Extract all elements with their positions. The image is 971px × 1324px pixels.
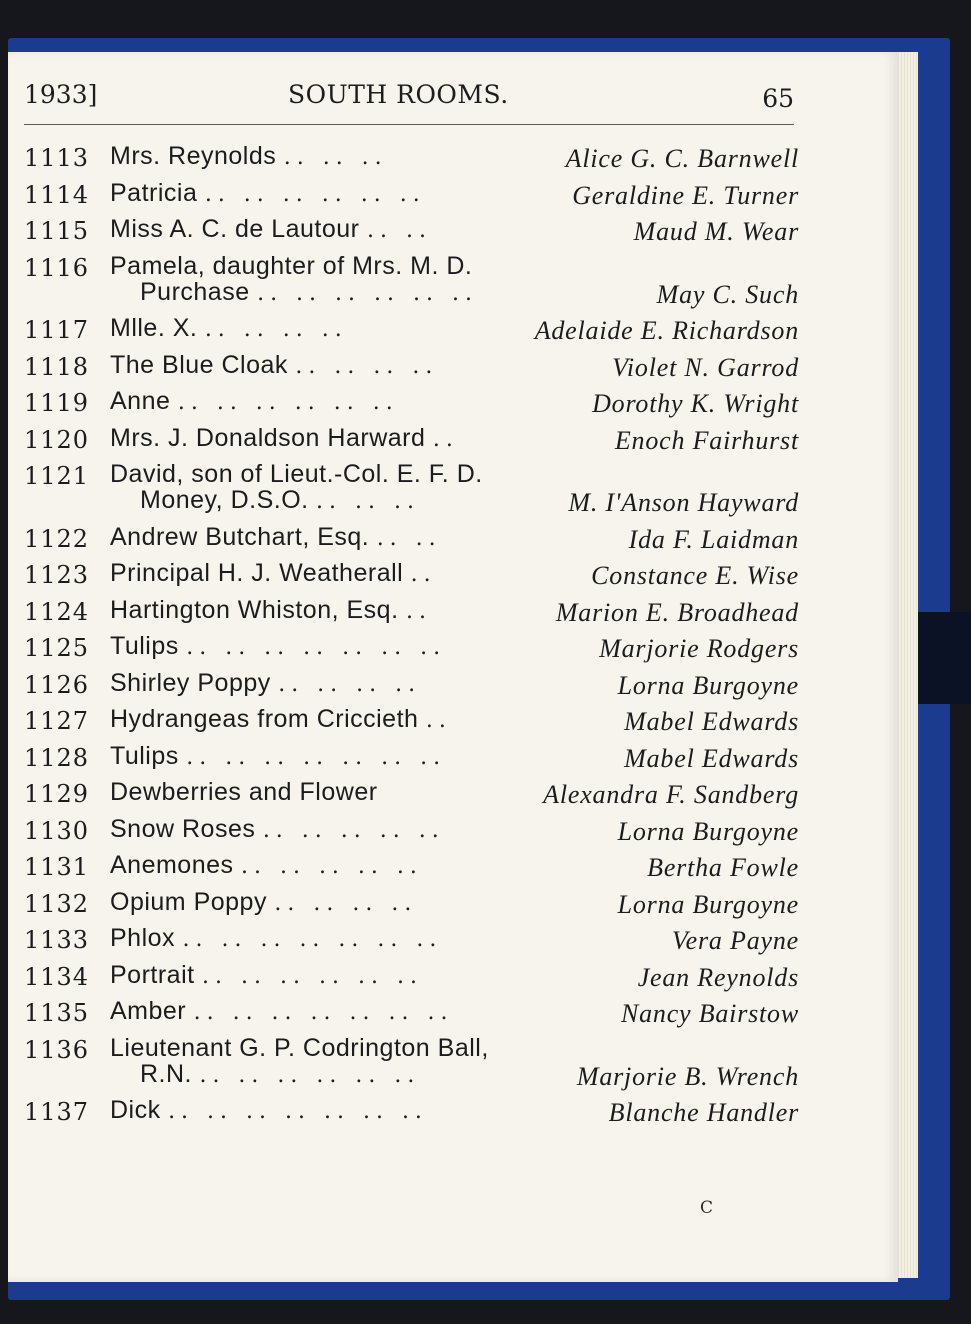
catalogue-entry: [14, 460, 799, 523]
catalogue-entry: [14, 742, 799, 779]
bookmark-ribbon: [918, 612, 971, 704]
leader-dots: .. .. .. .. ..: [240, 854, 423, 879]
catalogue-entry: [14, 523, 799, 560]
entry-number: 1127: [24, 707, 90, 735]
entry-artist: M. I'Anson Hayward: [568, 488, 799, 517]
entry-title-text: Hydrangeas from Criccieth: [110, 705, 419, 733]
leader-dots: ..: [410, 562, 437, 587]
entry-title-text: Dewberries and Flower: [110, 778, 378, 806]
entry-title: [110, 997, 453, 1026]
entry-title: [110, 632, 446, 661]
entry-artist: Marion E. Broadhead: [555, 597, 799, 627]
entry-title-text: Miss A. C. de Lautour: [110, 215, 360, 243]
leader-dots: .. ..: [376, 525, 442, 551]
entry-artist: Alice G. C. Barnwell: [565, 144, 799, 173]
entry-number: 1126: [24, 670, 90, 699]
entry-number: 1134: [24, 962, 90, 991]
entry-title-text: The Blue Cloak: [110, 350, 288, 379]
catalogue-entry: [14, 424, 799, 461]
entry-artist: Marjorie Rodgers: [599, 634, 799, 663]
entry-title: [110, 778, 378, 807]
entry-title: [110, 961, 423, 990]
entry-number: 1125: [24, 634, 90, 662]
entry-title: [110, 142, 388, 171]
entry-artist: Alexandra F. Sandberg: [543, 780, 799, 809]
leader-dots: .. .. .. .. .. .. ..: [186, 635, 447, 660]
leader-dots: .. ..: [366, 218, 432, 243]
signature-mark: C: [700, 1198, 714, 1218]
entry-number: 1114: [24, 180, 90, 209]
entry-number: 1137: [24, 1098, 90, 1126]
entry-artist: Nancy Bairstow: [620, 999, 799, 1028]
catalogue-entry: [14, 669, 799, 706]
entry-artist: Geraldine E. Turner: [572, 180, 799, 210]
catalogue-entries: [14, 142, 804, 1133]
catalogue-entry: [14, 142, 799, 179]
entry-title-text: Anemones: [110, 851, 234, 879]
entry-number: 1113: [24, 144, 90, 172]
catalogue-entry: [14, 215, 799, 252]
entry-title-continuation: [140, 278, 478, 307]
header-rule: [24, 124, 794, 125]
entry-title-text: Anne: [110, 387, 171, 415]
leader-dots: ..: [405, 598, 432, 624]
catalogue-entry: [14, 1034, 799, 1097]
leader-dots: .. .. .. .. .. .. ..: [168, 1099, 428, 1124]
entry-number: 1129: [24, 780, 90, 808]
leader-dots: .. .. ..: [283, 145, 388, 170]
leader-dots: ..: [432, 426, 459, 452]
entry-number: 1133: [24, 926, 90, 954]
entry-title-text: Patricia: [110, 178, 198, 207]
entry-number: 1117: [24, 316, 90, 344]
entry-number: 1124: [24, 597, 90, 626]
entry-title: [110, 424, 459, 453]
entry-number: 1119: [24, 389, 90, 417]
leader-dots: .. .. .. .. .. ..: [199, 1062, 421, 1088]
entry-title: [110, 888, 417, 917]
catalogue-entry: [14, 632, 799, 669]
page-number: 65: [762, 84, 794, 113]
entry-title-text: Amber: [110, 997, 187, 1025]
entry-artist: Constance E. Wise: [591, 561, 799, 590]
entry-artist: Lorna Burgoyne: [617, 889, 799, 919]
entry-title: [110, 1096, 428, 1125]
leader-dots: .. .. .. .. .. .. ..: [193, 1000, 454, 1025]
catalogue-entry: [14, 314, 799, 351]
entry-artist: Blanche Handler: [608, 1098, 799, 1127]
entry-artist: Enoch Fairhurst: [614, 425, 799, 455]
entry-number: 1121: [24, 462, 90, 490]
leader-dots: .. .. .. ..: [278, 671, 422, 697]
entry-number: 1132: [24, 889, 90, 918]
entry-title-continuation: [140, 1060, 420, 1089]
entry-title-text: Principal H. J. Weatherall: [110, 559, 404, 587]
header-year: 1933]: [24, 80, 98, 109]
header-section-title: SOUTH ROOMS.: [288, 80, 509, 109]
entry-number: 1116: [24, 253, 90, 282]
entry-number: 1130: [24, 816, 90, 845]
leader-dots: ..: [425, 708, 452, 733]
leader-dots: .. .. .. .. .. ..: [204, 181, 426, 207]
catalogue-entry: [14, 815, 799, 852]
entry-title-text: Shirley Poppy: [110, 668, 271, 697]
entry-artist: Lorna Burgoyne: [617, 816, 799, 846]
entry-artist: Jean Reynolds: [637, 962, 799, 992]
entry-title: [110, 1034, 489, 1063]
entry-number: 1131: [24, 853, 90, 881]
entry-number: 1118: [24, 352, 90, 381]
leader-dots: .. .. .. .. .. .. ..: [186, 744, 447, 770]
entry-artist: Violet N. Garrod: [612, 352, 799, 382]
entry-title-text: Tulips: [110, 741, 179, 770]
entry-artist: Mabel Edwards: [624, 707, 799, 736]
entry-title-text: Andrew Butchart, Esq.: [110, 522, 370, 551]
entry-number: 1123: [24, 561, 90, 589]
leader-dots: .. .. .. .. .. .. ..: [182, 927, 443, 952]
entry-title-continuation-text: Purchase: [140, 277, 250, 306]
leader-dots: .. .. .. .. ..: [262, 817, 445, 843]
entry-title-continuation: [140, 486, 420, 515]
entry-artist: Dorothy K. Wright: [592, 389, 799, 418]
entry-title-text: Mrs. Reynolds: [110, 142, 277, 170]
entry-title: [110, 815, 445, 844]
entry-number: 1135: [24, 999, 90, 1027]
catalogue-entry: [14, 179, 799, 216]
entry-title-text: Opium Poppy: [110, 887, 267, 916]
entry-artist: Marjorie B. Wrench: [576, 1061, 799, 1091]
entry-artist: Ida F. Laidman: [628, 524, 799, 554]
leader-dots: .. .. .. ..: [274, 890, 418, 916]
entry-title: [110, 314, 348, 343]
entry-number: 1120: [24, 425, 90, 454]
entry-title: [110, 387, 399, 416]
entry-artist: Lorna Burgoyne: [617, 670, 799, 700]
catalogue-entry: [14, 705, 799, 742]
catalogue-entry: [14, 961, 799, 998]
entry-title-text: Phlox: [110, 924, 176, 952]
entry-artist: Maud M. Wear: [633, 217, 799, 246]
catalogue-entry: [14, 778, 799, 815]
entry-title-continuation-text: R.N.: [140, 1059, 192, 1088]
entry-title-text: Lieutenant G. P. Codrington Ball,: [110, 1033, 489, 1062]
entry-title: [110, 742, 446, 771]
running-header: [24, 80, 794, 120]
entry-title: [110, 252, 472, 281]
catalogue-entry: [14, 924, 799, 961]
entry-artist: Bertha Fowle: [647, 853, 799, 882]
entry-title: [110, 596, 432, 625]
leader-dots: .. .. .. ..: [204, 317, 348, 342]
entry-title-text: Mlle. X.: [110, 314, 198, 342]
entry-artist: May C. Such: [656, 279, 799, 309]
catalogue-entry: [14, 1096, 799, 1133]
entry-title-text: Snow Roses: [110, 814, 256, 843]
leader-dots: .. .. .. .. .. ..: [177, 390, 399, 415]
entry-title: [110, 179, 426, 208]
entry-artist: Vera Payne: [671, 926, 799, 955]
entry-title-text: Mrs. J. Donaldson Harward: [110, 423, 426, 452]
catalogue-entry: [14, 596, 799, 633]
entry-title: [110, 523, 442, 552]
entry-title: [110, 669, 421, 698]
entry-title: [110, 351, 438, 380]
entry-title-text: Dick: [110, 1096, 161, 1124]
catalogue-entry: [14, 997, 799, 1034]
entry-number: 1128: [24, 743, 90, 772]
entry-title: [110, 460, 483, 489]
entry-title-text: Portrait: [110, 960, 195, 989]
entry-number: 1122: [24, 524, 90, 553]
entry-title-text: Tulips: [110, 632, 179, 660]
leader-dots: .. .. .. .. .. ..: [257, 280, 478, 306]
entry-title: [110, 559, 437, 588]
catalogue-entry: [14, 888, 799, 925]
entry-title: [110, 851, 423, 880]
entry-title-continuation-text: Money, D.S.O.: [140, 486, 309, 514]
leader-dots: .. .. .. ..: [295, 353, 439, 379]
entry-title-text: Pamela, daughter of Mrs. M. D.: [110, 251, 473, 280]
entry-number: 1136: [24, 1035, 90, 1064]
catalogue-entry: [14, 387, 799, 424]
catalogue-entry: [14, 351, 799, 388]
entry-title: [110, 924, 442, 953]
entry-artist: Adelaide E. Richardson: [534, 316, 799, 345]
entry-title-text: David, son of Lieut.-Col. E. F. D.: [110, 460, 483, 488]
leader-dots: .. .. ..: [316, 489, 420, 514]
entry-title-text: Hartington Whiston, Esq.: [110, 595, 399, 624]
catalogue-entry: [14, 851, 799, 888]
entry-title: [110, 705, 452, 734]
entry-number: 1115: [24, 217, 90, 245]
entry-title: [110, 215, 432, 244]
leader-dots: .. .. .. .. .. ..: [202, 963, 423, 989]
catalogue-entry: [14, 252, 799, 315]
catalogue-entry: [14, 559, 799, 596]
entry-artist: Mabel Edwards: [624, 743, 799, 773]
